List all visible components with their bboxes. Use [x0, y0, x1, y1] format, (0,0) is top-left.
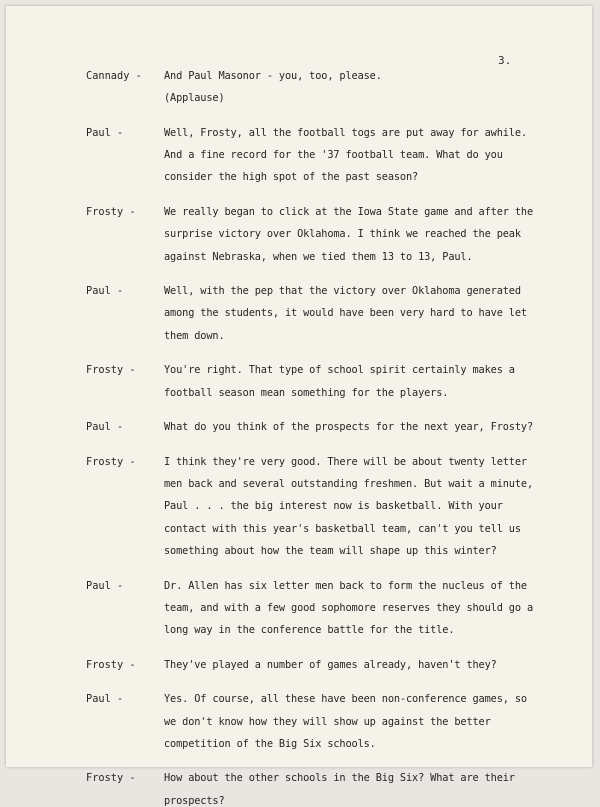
dialogue-line: Yes. Of course, all these have been non-conference games, so: [164, 693, 527, 706]
dialogue-line: (Applause): [164, 92, 225, 105]
speaker-label: Paul -: [86, 421, 124, 434]
speaker-label: Paul -: [86, 126, 124, 139]
typewritten-page: [6, 6, 592, 807]
dialogue-line: They've played a number of games already, haven't they?: [164, 658, 497, 671]
dialogue-line: How about the other schools in the Big Six? What are their: [164, 772, 515, 785]
dialogue-line: Well, Frosty, all the football togs are put away for awhile.: [164, 126, 527, 139]
speaker-label: Frosty -: [86, 364, 136, 377]
speaker-label: Cannady -: [86, 70, 142, 82]
speaker-label: Frosty -: [86, 772, 136, 785]
dialogue-line: team, and with a few good sophomore reserves they should go a: [164, 601, 534, 614]
dialogue-line: Paul . . . the big interest now is basketball. With your: [164, 500, 503, 513]
speaker-label: Paul -: [86, 693, 124, 706]
dialogue-line: football season mean something for the players.: [164, 386, 449, 399]
dialogue-line: against Nebraska, when we tied them 13 to 13, Paul.: [164, 250, 473, 263]
speaker-label: Frosty -: [86, 455, 136, 468]
dialogue-line: them down.: [164, 329, 225, 342]
dialogue-line: What do you think of the prospects for the next year, Frosty?: [164, 421, 534, 434]
dialogue-line: consider the high spot of the past season?: [164, 171, 419, 184]
dialogue-line: And Paul Masonor - you, too, please.: [164, 70, 382, 82]
dialogue-line: among the students, it would have been very hard to have let: [164, 307, 527, 320]
dialogue-line: I think they're very good. There will be about twenty letter: [164, 455, 527, 468]
dialogue-line: And a fine record for the '37 football team. What do you: [164, 149, 503, 162]
speaker-label: Frosty -: [86, 206, 136, 219]
dialogue-line: Dr. Allen has six letter men back to form the nucleus of the: [164, 579, 527, 592]
dialogue-line: we don't know how they will show up against the better: [164, 715, 491, 728]
page-number: 3.: [498, 54, 512, 67]
dialogue-line: something about how the team will shape up this winter?: [164, 544, 497, 557]
dialogue-line: long way in the conference battle for the title.: [164, 624, 455, 637]
script-dialogue: [6, 6, 592, 807]
speaker-label: Frosty -: [86, 658, 136, 671]
speaker-label: Paul -: [86, 579, 124, 592]
dialogue-line: Well, with the pep that the victory over Oklahoma generated: [164, 285, 521, 298]
dialogue-line: men back and several outstanding freshmen. But wait a minute,: [164, 478, 534, 491]
speaker-label: Paul -: [86, 285, 124, 298]
dialogue-line: You're right. That type of school spirit certainly makes a: [164, 364, 515, 377]
dialogue-line: prospects?: [164, 794, 225, 807]
dialogue-line: We really began to click at the Iowa State game and after the: [164, 206, 534, 219]
dialogue-line: contact with this year's basketball team, can't you tell us: [164, 522, 521, 535]
dialogue-line: competition of the Big Six schools.: [164, 737, 376, 750]
dialogue-line: surprise victory over Oklahoma. I think we reached the peak: [164, 228, 521, 241]
